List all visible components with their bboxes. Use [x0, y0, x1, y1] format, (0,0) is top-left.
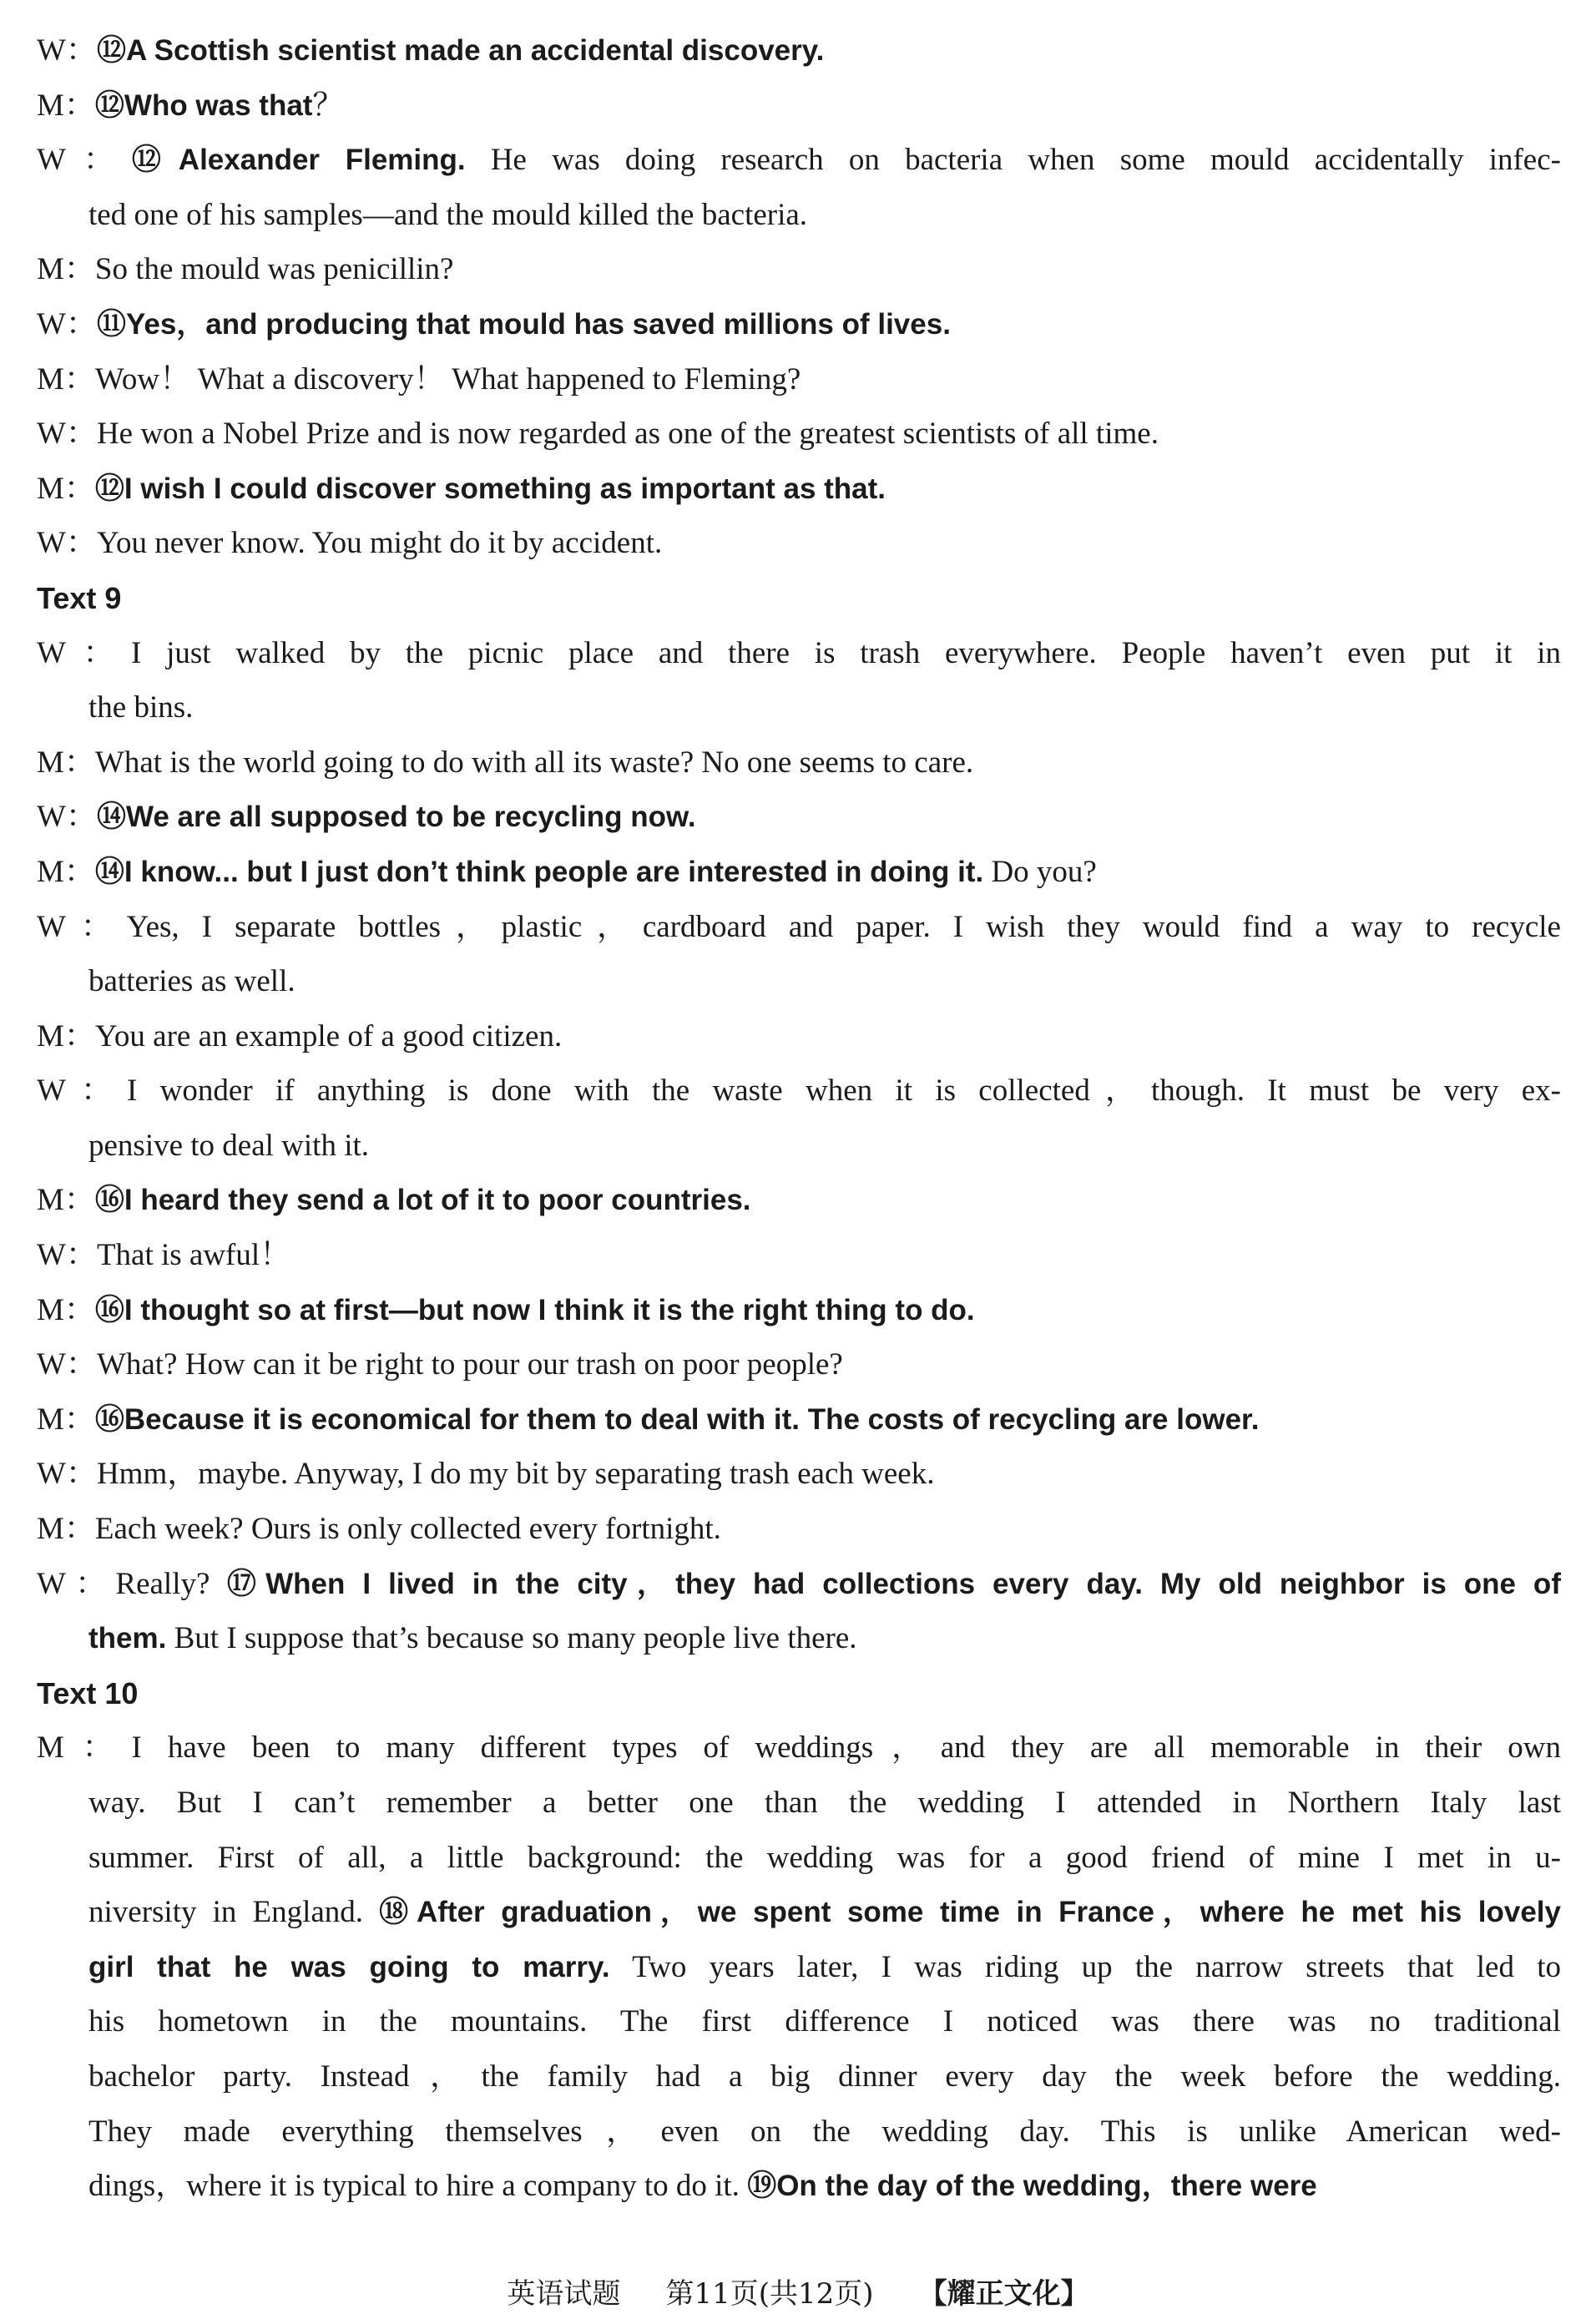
dialogue-line: [37, 735, 1561, 791]
dialogue-text: niversity in England.: [88, 1895, 380, 1930]
dialogue-line: [37, 626, 1561, 681]
speaker-label: M：: [37, 1730, 132, 1766]
dialogue-continuation-line: [37, 954, 1561, 1009]
dialogue-text: So the mould was penicillin?: [94, 252, 454, 287]
dialogue-line: [37, 1173, 1561, 1228]
dialogue-line: [37, 1392, 1561, 1447]
speaker-label: M：: [37, 471, 95, 506]
answer-key-text: ⑫A Scottish scientist made an accidental discovery.: [96, 34, 825, 67]
dialogue-text: What? How can it be right to pour our trash on poor people?: [96, 1347, 843, 1382]
dialogue-line: [37, 900, 1561, 955]
dialogue-continuation-line: [37, 1994, 1561, 2049]
dialogue-text: Two years later, I was riding up the narrow streets that led to: [609, 1949, 1561, 1984]
dialogue-line: [37, 297, 1561, 352]
dialogue-line: [37, 1337, 1561, 1392]
speaker-label: W：: [37, 1566, 116, 1601]
transcript-page: [37, 23, 1561, 2214]
answer-key-text: ⑫Alexander Fleming.: [131, 144, 466, 177]
dialogue-text: They made everything themselves，even on the wedding day. This is unlike American wed-: [88, 2114, 1561, 2149]
answer-key-text: girl that he was going to marry.: [88, 1950, 610, 1983]
dialogue-text: ted one of his samples—and the mould killed the bacteria.: [88, 197, 808, 232]
dialogue-line: [37, 790, 1561, 845]
dialogue-continuation-line: [37, 1776, 1561, 1831]
speaker-label: W：: [37, 800, 97, 835]
footer-page-info: 第11页(共12页): [665, 2277, 874, 2311]
dialogue-text: Really?: [115, 1566, 227, 1601]
speaker-label: W：: [37, 417, 97, 452]
answer-key-text: ⑫Who was that: [94, 88, 313, 122]
speaker-label: W：: [37, 526, 97, 561]
dialogue-text: Do you?: [983, 854, 1097, 889]
dialogue-text: I have been to many different types of weddings，and they are all memorable in their own: [131, 1730, 1561, 1766]
speaker-label: M：: [37, 1292, 95, 1327]
dialogue-line: [37, 407, 1561, 462]
answer-key-text: ⑭We are all supposed to be recycling now.: [96, 801, 696, 834]
dialogue-text: his hometown in the mountains. The first difference I noticed was there was no traditional: [88, 2004, 1561, 2039]
dialogue-text: What is the world going to do with all its waste? No one seems to care.: [94, 745, 974, 780]
dialogue-line: [37, 1502, 1561, 1557]
dialogue-continuation-line: [37, 2104, 1561, 2160]
answer-key-text: ⑰When I lived in the city，they had collections every day. My old neighbor is one of: [226, 1567, 1561, 1600]
speaker-label: M：: [37, 854, 95, 889]
dialogue-text: bachelor party. Instead，the family had a big dinner every day the week before the wedding.: [88, 2059, 1561, 2094]
answer-key-text: them.: [88, 1622, 167, 1655]
dialogue-line: [37, 242, 1561, 297]
page-footer: [0, 2271, 1596, 2311]
dialogue-text: the bins.: [88, 690, 194, 725]
dialogue-text: pensive to deal with it.: [88, 1128, 370, 1163]
answer-key-text: ⑲On the day of the wedding，there were: [747, 2170, 1317, 2203]
speaker-label: M：: [37, 1183, 95, 1218]
dialogue-text: dings，where it is typical to hire a company to do it.: [88, 2169, 748, 2204]
answer-key-text: ⑪Yes，and producing that mould has saved millions of lives.: [96, 307, 951, 341]
speaker-label: M：: [37, 745, 95, 780]
dialogue-text: I just walked by the picnic place and there is trash everywhere. People haven’t even put it in: [131, 635, 1561, 670]
speaker-label: W：: [37, 306, 97, 341]
dialogue-line: [37, 1064, 1561, 1119]
dialogue-text: You are an example of a good citizen.: [94, 1018, 563, 1053]
speaker-label: W：: [37, 1347, 97, 1382]
answer-key-text: ⑱After graduation，we spent some time in France，where he met his lovely: [379, 1896, 1561, 1929]
dialogue-continuation-line: [37, 1119, 1561, 1174]
speaker-label: M：: [37, 1402, 95, 1437]
dialogue-continuation-line: [37, 1831, 1561, 1886]
dialogue-text: But I suppose that’s because so many people live there.: [166, 1621, 857, 1656]
answer-key-text: ⑭I know... but I just don’t think people are interested in doing it.: [94, 855, 984, 888]
answer-key-text: ⑫I wish I could discover something as important as that.: [94, 472, 886, 505]
dialogue-continuation-line: [37, 188, 1561, 243]
answer-key-text: ⑯Because it is economical for them to deal with it. The costs of recycling are lower.: [94, 1402, 1260, 1436]
dialogue-text: Each week? Ours is only collected every fortnight.: [94, 1512, 721, 1547]
dialogue-continuation-line: [37, 1940, 1561, 1995]
speaker-label: M：: [37, 361, 95, 397]
speaker-label: M：: [37, 1018, 95, 1053]
dialogue-text: summer. First of all, a little background: the wedding was for a good friend of mine I met in u-: [88, 1840, 1561, 1875]
dialogue-text: He won a Nobel Prize and is now regarded as one of the greatest scientists of all time.: [96, 417, 1159, 452]
dialogue-continuation-line: [37, 680, 1561, 735]
dialogue-line: [37, 1228, 1561, 1283]
dialogue-text: Wow！ What a discovery！ What happened to Fleming?: [94, 361, 801, 397]
speaker-label: M：: [37, 88, 95, 123]
dialogue-text: I wonder if anything is done with the waste when it is collected，though. It must be very ex-: [127, 1074, 1561, 1109]
dialogue-line: [37, 352, 1561, 407]
dialogue-line: [37, 78, 1561, 134]
dialogue-line: [37, 1283, 1561, 1338]
speaker-label: W：: [37, 635, 132, 670]
footer-brand: 【耀正文化】: [918, 2277, 1089, 2311]
section-heading: Text 10: [37, 1675, 139, 1710]
dialogue-line: [37, 1720, 1561, 1776]
speaker-label: W：: [37, 143, 132, 178]
answer-key-text: ⑯I heard they send a lot of it to poor countries.: [94, 1184, 751, 1217]
dialogue-line: [37, 516, 1561, 571]
dialogue-text: You never know. You might do it by accident.: [96, 526, 663, 561]
dialogue-text: way. But I can’t remember a better one than the wedding I attended in Northern Italy last: [88, 1786, 1561, 1820]
footer-subject: 英语试题: [507, 2277, 621, 2311]
dialogue-line: [37, 23, 1561, 78]
dialogue-text: Hmm，maybe. Anyway, I do my bit by separating trash each week.: [96, 1457, 935, 1492]
speaker-label: W：: [37, 909, 127, 944]
dialogue-continuation-line: [37, 2159, 1561, 2214]
dialogue-line: [37, 133, 1561, 188]
section-heading: Text 9: [37, 580, 122, 615]
answer-key-text: ⑯I thought so at first—but now I think it is the right thing to do.: [94, 1293, 975, 1326]
dialogue-line: [37, 1557, 1561, 1612]
dialogue-text: batteries as well.: [88, 964, 295, 999]
speaker-label: M：: [37, 252, 95, 287]
dialogue-text: Yes, I separate bottles，plastic，cardboard and paper. I wish they would find a way to recycle: [126, 909, 1561, 944]
speaker-label: W：: [37, 1238, 97, 1273]
dialogue-continuation-line: [37, 2049, 1561, 2104]
dialogue-line: [37, 462, 1561, 517]
dialogue-text: That is awful！: [96, 1238, 291, 1273]
dialogue-line: [37, 845, 1561, 900]
speaker-label: M：: [37, 1512, 95, 1547]
dialogue-continuation-line: [37, 1885, 1561, 1940]
dialogue-continuation-line: [37, 1611, 1561, 1666]
dialogue-line: [37, 1009, 1561, 1064]
speaker-label: W：: [37, 1074, 128, 1109]
dialogue-line: [37, 1447, 1561, 1502]
speaker-label: W：: [37, 1457, 97, 1492]
speaker-label: W：: [37, 33, 97, 68]
dialogue-text: ？: [312, 88, 344, 123]
dialogue-text: He was doing research on bacteria when some mould accidentally infec-: [465, 143, 1561, 178]
